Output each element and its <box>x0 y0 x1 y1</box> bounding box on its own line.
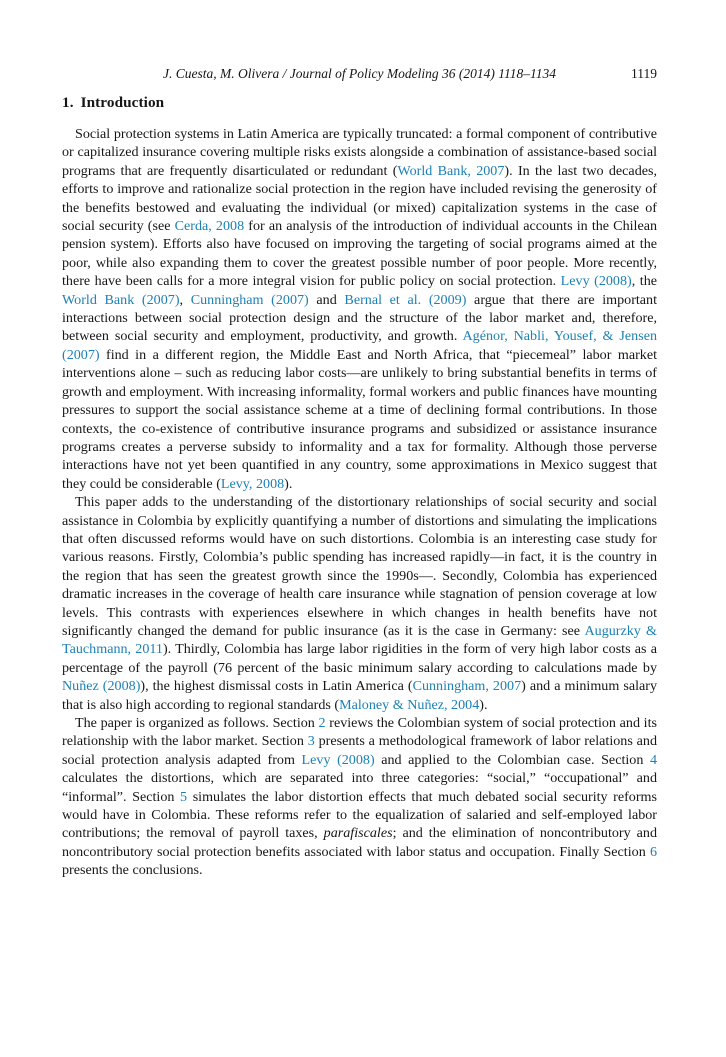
body-text: and <box>308 291 345 308</box>
body-text: for an analysis of the introduction of individual accounts in the Chilean pension system). Efforts also have focused on improving the targeting of social programs aimed at the poor, while also expanding them to cover the greatest possible number of poor people. More recently, there have been calls for a more integral vision for public policy on social protection. <box>62 218 658 290</box>
body-text: ). <box>479 696 488 713</box>
citation-link[interactable]: 6 <box>649 843 657 860</box>
body-text: Social protection systems in Latin America are typically truncated: a formal component of contributive or capitalized insurance covering multiple risks exists alongside a combination of assistance-based social programs that are frequently disarticulated or redundant ( <box>62 126 657 179</box>
paragraph-introduction-1 <box>62 125 657 493</box>
body-text: presents a methodological framework of labor relations and social protection analysis adapted from <box>62 733 658 768</box>
body-text: ), the highest dismissal costs in Latin America ( <box>140 678 413 695</box>
body-text: The paper is organized as follows. Section <box>75 715 319 731</box>
body-text: simulates the labor distortion effects that much debated social security reforms would have in Colombia. These reforms refer to the equalization of salaried and self-employed labor contributions; the removal of payroll taxes, <box>62 788 657 842</box>
citation-link[interactable]: Levy, 2008 <box>220 475 285 492</box>
body-text: ) and a minimum salary that is also high according to regional standards ( <box>62 678 657 713</box>
citation-link[interactable]: World Bank (2007) <box>62 291 180 308</box>
body-text: , the <box>631 273 657 290</box>
body-text: ). In the last two decades, efforts to improve and rationalize social protection in the region have included revising the generosity of the benefits bestowed and evaluating the individual (or mixed) capitalization systems in the case of social security (see <box>62 162 658 235</box>
citation-link[interactable]: Augurzky & Tauchmann, 2011 <box>62 622 657 658</box>
citation-link[interactable]: Bernal et al. (2009) <box>344 291 467 308</box>
body-text: calculates the distortions, which are separated into three categories: “social,” “occupational” and “informal”. Section <box>62 770 657 805</box>
body-text: This paper adds to the understanding of the distortionary relationships of social security and social assistance in Colombia by explicitly quantifying a number of distortions and simulating the implications that often discussed reforms would have on such distortions. Colombia is an interesting case study for various reasons. Firstly, Colombia’s public spending has increased rapidly—in fact, it is the country in the region that has seen the greatest growth since the 1990s—. Secondly, Colombia has experienced dramatic increases in the coverage of health care insurance while stagnation of pension coverage at low levels. This contrasts with experiences elsewhere in which changes in health benefits have not significantly changed the demand for public insurance (as it is the case in Germany: see <box>62 494 657 639</box>
citation-link[interactable]: Agénor, Nabli, Yousef, & Jensen (2007) <box>62 328 657 363</box>
body-text: reviews the Colombian system of social protection and its relationship with the labor market. Section <box>62 715 657 750</box>
citation-link[interactable]: Cunningham (2007) <box>190 291 309 308</box>
body-text: presents the conclusions. <box>62 862 203 879</box>
citation-link[interactable]: 3 <box>307 733 315 750</box>
body-text: , <box>179 291 191 308</box>
citation-link[interactable]: Levy (2008) <box>301 751 375 768</box>
paragraph-introduction-2 <box>62 493 657 714</box>
page-number: 1119 <box>631 66 657 81</box>
body-text: ). Thirdly, Colombia has large labor rigidities in the form of very high labor costs as a percentage of the payroll (76 percent of the basic minimum salary according to calculations made by <box>62 641 657 676</box>
section-title: Introduction <box>80 94 165 111</box>
citation-link[interactable]: Maloney & Nuñez, 2004 <box>339 696 480 713</box>
citation-link[interactable]: Nuñez (2008) <box>62 678 141 695</box>
citation-link[interactable]: Cunningham, 2007 <box>412 678 522 695</box>
body-text: ). <box>284 475 293 492</box>
emphasized-term: parafiscales <box>323 825 393 842</box>
citation-link[interactable]: 2 <box>318 715 326 731</box>
body-text: find in a different region, the Middle East and North Africa, that “piecemeal” labor market interventions alone – such as reducing labor costs—are unlikely to bring substantial benefits in terms of growth and employment. With increasing informality, formal workers and public finances have mounting pressures to support the social assistance scheme at a time of declining formal contributions. In those contexts, the co-existence of contributive insurance programs and subsidized or assistance insurance programs creates a perverse subsidy to informality and a tax for formality. Although those perverse interactions have not yet been quantified in any country, some approximations in Mexico suggest that they could be considerable ( <box>62 346 657 492</box>
section-heading <box>62 94 164 112</box>
section-number: 1. <box>62 94 74 111</box>
body-text: and applied to the Colombian case. Section <box>374 751 650 768</box>
citation-link[interactable]: World Bank, 2007 <box>397 162 505 179</box>
citation-link[interactable]: 5 <box>180 788 188 805</box>
body-text: argue that there are important interactions between social protection design and the structure of the labor market and, therefore, between social security and employment, productivity, and growth. <box>62 291 658 345</box>
article-body <box>62 125 657 880</box>
citation-link[interactable]: 4 <box>649 751 657 768</box>
citation-link[interactable]: Levy (2008) <box>560 273 632 290</box>
running-head-title: J. Cuesta, M. Olivera / Journal of Policy Modeling 36 (2014) 1118–1134 <box>163 66 556 81</box>
citation-link[interactable]: Cerda, 2008 <box>174 218 245 235</box>
running-head <box>62 66 657 82</box>
body-text: ; and the elimination of noncontributory and noncontributory social protection benefits associated with labor status and occupation. Finally Section <box>62 825 657 860</box>
paragraph-introduction-3 <box>62 714 657 880</box>
